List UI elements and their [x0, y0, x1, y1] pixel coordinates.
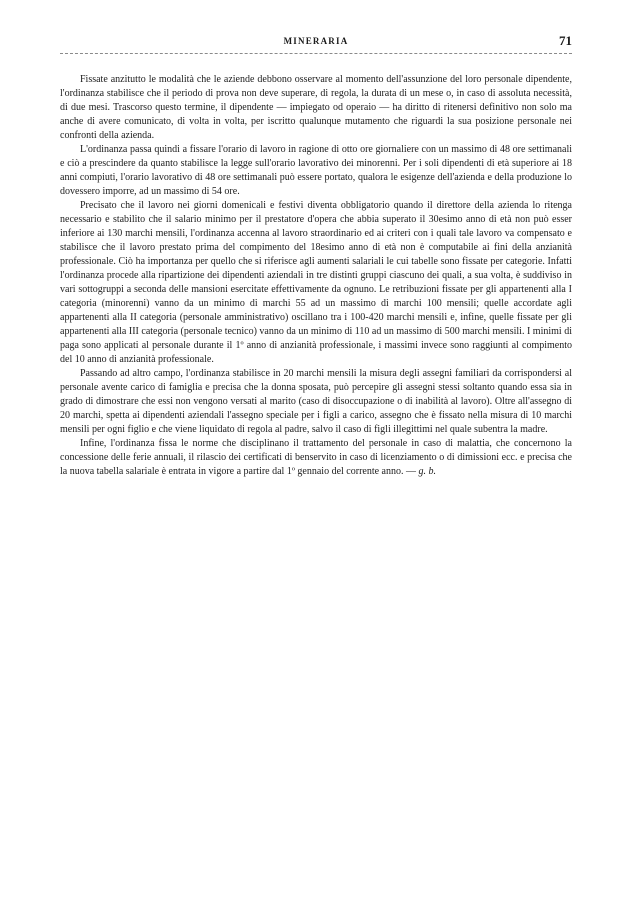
paragraph-working-hours: L'ordinanza passa quindi a fissare l'orario di lavoro in ragione di otto ore giornaliere con un massimo di 48 ore settimanali e ciò a prescindere da quanto stabilisce la legge sull'orario lavorativo dei minorenni. Per i soli dipendenti di età superiore ai 18 anni compiuti, l'orario lavorativo di 48 ore settimanali può essere portato, qualora le esigenze dell'azienda e della produzione lo dovessero imporre, ad un massimo di 54 ore. — [60, 144, 572, 197]
header-rule — [60, 53, 572, 54]
paragraph-family-allowances — [60, 367, 572, 437]
article-body — [60, 73, 572, 479]
paragraph-salaries: Precisato che il lavoro nei giorni domenicali e festivi diventa obbligatorio quando il direttore della azienda lo ritenga necessario e stabilito che il salario minimo per il prestatore d'opera che abbia superato il 30esimo anno di età non può esser inferiore ai 130 marchi mensili, l'ordinanza accenna al lavoro straordinario ed ai criteri con i quali tale lavoro va compensato e stabilisce che il lavoro prestato prima del compimento del 18esimo anno di età non è computabile ai fini della anzianità professionale. Ciò ha importanza per quello che si riferisce agli aumenti salariali le cui tabelle sono fissate per categorie. Infatti l'ordinanza procede alla ripartizione dei dipendenti aziendali in tre distinti gruppi ciascuno dei quali, a sua volta, è suddiviso in vari sottogruppi a seconda delle mansioni esercitate effettivamente da ognuno. Le retribuzioni fissate per gli appartenenti alla I categoria (minorenni) vanno da un minimo di marchi 55 ad un massimo di marchi 100 mensili; quelle accordate agli appartenenti alla II categoria (personale amministrativo) oscillano tra i 100-420 marchi mensili e, infine, quelle fissate per gli appartenenti alla III categoria (personale tecnico) vanno da un minimo di 110 ad un massimo di 500 marchi mensili. I minimi di paga sono applicati al personale durante il 1º anno di anzianità professionale, i massimi invece sono raggiunti al compimento del 10 anno di anzianità professionale. — [60, 200, 572, 365]
paragraph-final-provisions — [60, 437, 572, 479]
paragraph-final-text: Infine, l'ordinanza fissa le norme che disciplinano il trattamento del personale in caso di malattia, che concernono la concessione delle ferie annuali, il rilascio dei certificati di benservito in caso di licenziamento o di dimissioni ecc. e precisa che la nuova tabella salariale è entrata in vigore a partire dal 1º gennaio del corrente anno. — — [60, 438, 572, 477]
paragraph-probation: Fissate anzitutto le modalità che le aziende debbono osservare al momento dell'assunzione del loro personale dipendente, l'ordinanza stabilisce che il periodo di prova non deve superare, di regola, la durata di un mese o, in caso di assoluta necessità, di due mesi. Trascorso questo termine, il dipendente — impiegato od operaio — ha diritto di ritenersi definitivo non solo ma anche di avere comunicato, di volta in volta, per iscritto qualunque mutamento che riguardi la sua posizione personale nei confronti della azienda. — [60, 74, 572, 141]
paragraph-family-allowances-text: Passando ad altro campo, l'ordinanza stabilisce in 20 marchi mensili la misura degli assegni familiari da corrispondersi al personale avente carico di famiglia e precisa che la donna sposata, può percepire gli assegni stessi soltanto quando essa sia in grado di dimostrare che essi non vengono versati al marito (caso di disoccupazione o di inabilità al lavoro). Oltre all'assegno di 20 marchi, spetta ai dipendenti aziendali l'assegno speciale per i figli a carico, assegno che è fissato nella misura di 10 marchi mensili per ogni figlio e che viene liquidato di regola al padre, salvo il caso di figli illegittimi nel quale subentra la madre. — [60, 368, 572, 435]
page-number: 71 — [559, 33, 572, 48]
running-title: MINERARIA — [283, 36, 349, 46]
page-header — [60, 33, 572, 56]
author-signature: g. b. — [418, 466, 436, 477]
